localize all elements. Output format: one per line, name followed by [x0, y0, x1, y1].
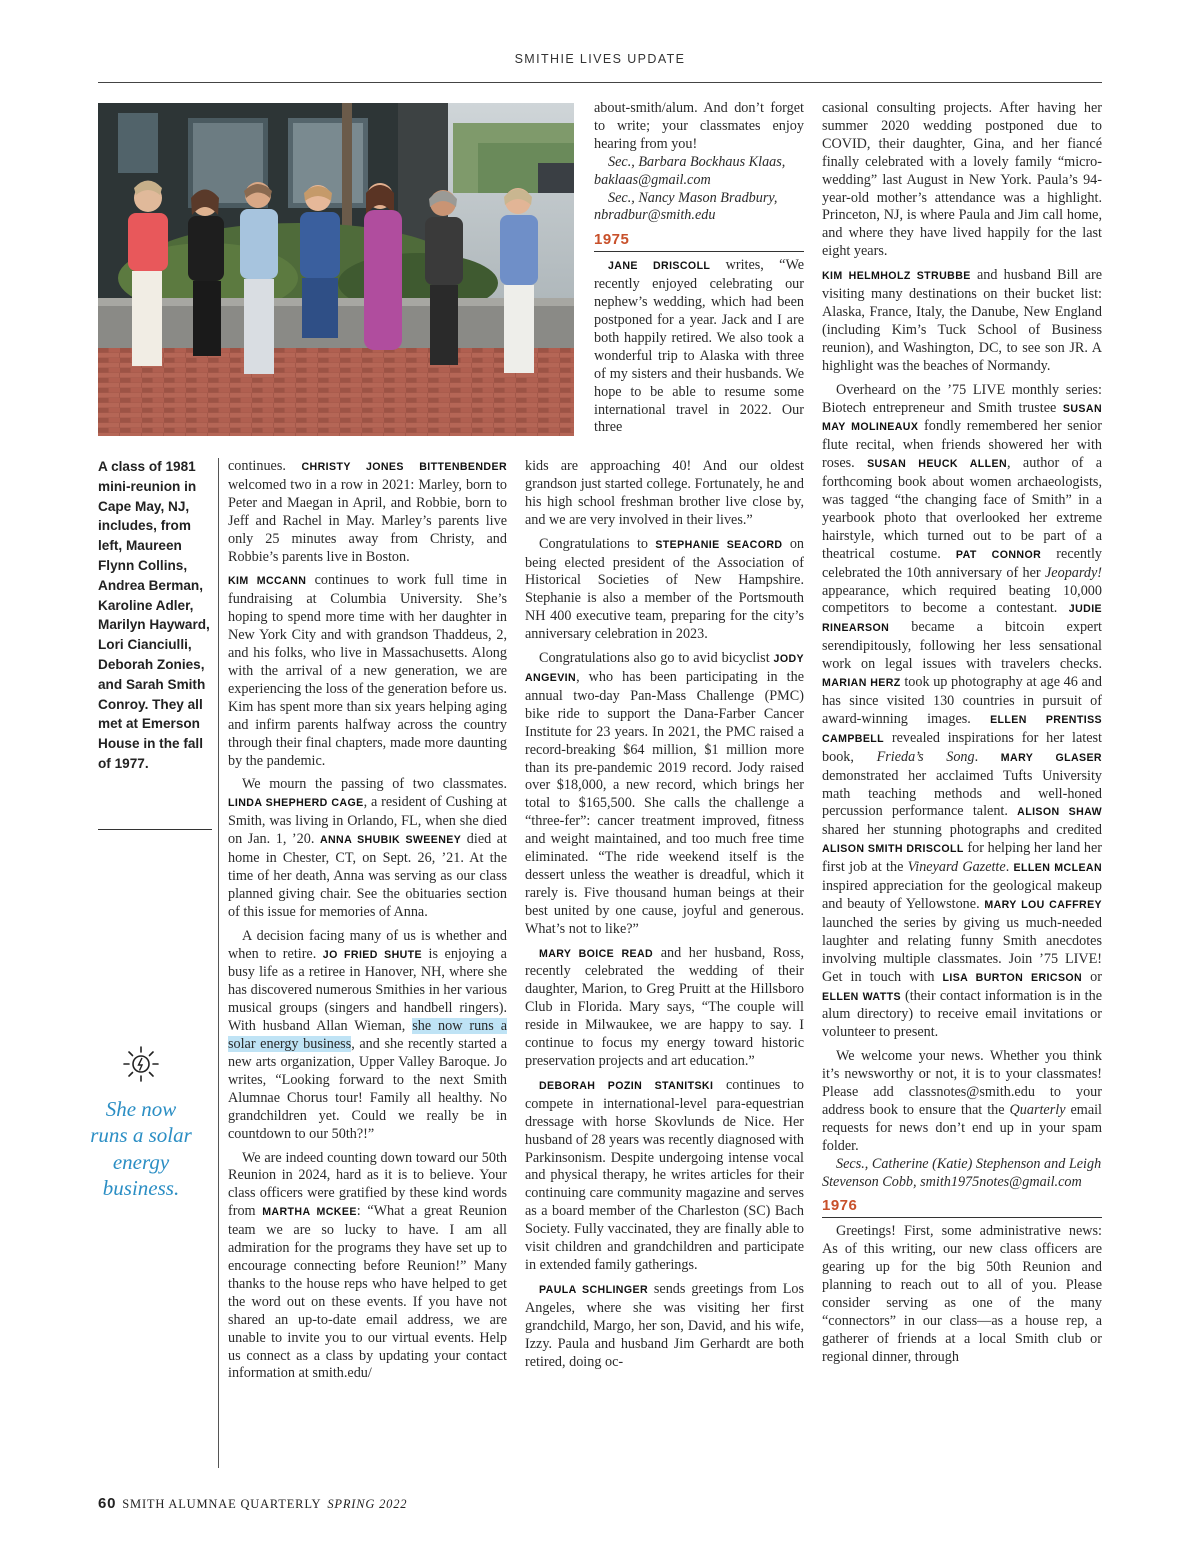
col1-paragraph-3: We mourn the passing of two classmates. LINDA SHEPHERD CAGE, a resident of Cushing at Smith, was living in Orlando, FL, when she died on Jan. 1, ’20. ANNA SHUBIK SWEENEY died at home in Chester, CT, on Sept. 26, ’21. At the time of her death, Anna was serving as our class planned giving chair. See the obituaries section of this issue for memories of Anna.	[228, 776, 507, 920]
secretary-signature-2: Sec., Nancy Mason Bradbury, nbradbur@smith.edu	[594, 189, 778, 224]
pull-quote: She now runs a solar energy business.	[90, 1097, 192, 1201]
title-text: Vineyard Gazette	[907, 859, 1006, 876]
classmate-name: JO FRIED SHUTE	[322, 948, 423, 961]
column-divider	[218, 458, 219, 1468]
classmate-name: KIM MCCANN	[228, 575, 307, 588]
col3-paragraph-1: casional consulting projects. After having her summer 2020 wedding postponed due to COVID, their daughter, Gina, and her fiancé finally celebrated with a lovely family “micro-wedding” last August in New York. Paula’s 94-year-old mother’s attendance was a highlight. Princeton, NJ, is where Paula and Jim call home, and where they have lived happily for the last eight years.	[822, 100, 1102, 260]
classmate-name: ALISON SHAW	[1017, 806, 1102, 819]
col2-paragraph-7: PAULA SCHLINGER sends greetings from Los Angeles, where she was visiting her first grandchild, Margo, her son, David, and his wife, Izzy. Paula and husband Jim Gerhardt are both retired, doing oc-	[525, 1280, 804, 1370]
caption-rule	[98, 829, 212, 830]
class-year-heading: 1976	[822, 1197, 1102, 1218]
classmate-name: MARIAN HERZ	[822, 677, 901, 690]
col2-paragraph-2-cont: kids are approaching 40! And our oldest grandson just started college. Fortunately, he and his high school freshman brother live close by, and we are very involved in their lives.”	[525, 458, 804, 528]
col1-paragraph-1: continues. CHRISTY JONES BITTENBENDER welcomed two in a row in 2021: Marley, born to Peter and Maegan in April, and Robbie, born to Jeff and Rachel in May. Marley’s parents live only 25 minutes away from Christy, and Robbie’s parents live in Boston.	[228, 458, 507, 565]
classmate-name: CHRISTY JONES BITTENBENDER	[301, 461, 507, 473]
classmate-name: JANE DRISCOLL	[608, 260, 711, 273]
col3-paragraph-2: KIM HELMHOLZ STRUBBE and husband Bill are visiting many destinations on their bucket list: Alaska, France, Italy, the Danube, New England (including Kim’s Tuck School of Business reunion), and Washington, DC, to see son JR. A highlight was the beaches of Normandy.	[822, 267, 1102, 374]
header-rule	[98, 82, 1102, 83]
col3-paragraph-4: We welcome your news. Whether you think it’s newsworthy or not, it is to your classmates! Please add classnotes@smith.edu to your address book to ensure that the Quarterly email requests for news don’t end up in your spam folder.	[822, 1048, 1103, 1154]
classmate-name: MARY BOICE READ	[539, 947, 654, 960]
classmate-name: KIM HELMHOLZ STRUBBE	[822, 270, 971, 283]
classmate-name: LINDA SHEPHERD CAGE	[228, 797, 364, 810]
col1-paragraph-5: We are indeed counting down toward our 50th Reunion in 2024, hard as it is to believe. Your class officers were gratified by these kind words from MARTHA MCKEE: “What a great Reunion team we are so lucky to have. I am all admiration for the programs they have set up to encourage connecting before Reunion!” Many thanks to the house reps who have helped to get the word out on these events. If you have not shared an up-to-date email address, we are unable to invite you to our virtual events. Help us connect as a class by updating your contact information at smith.edu/	[228, 1149, 507, 1382]
sun-icon	[121, 1044, 161, 1084]
classmate-name: MARTHA MCKEE	[262, 1206, 357, 1219]
classmate-name: SUSAN HEUCK ALLEN	[867, 458, 1008, 471]
classmate-name: ANNA SHUBIK SWEENEY	[319, 834, 462, 847]
column-1	[228, 458, 507, 1383]
classmate-name: JUDIE RINEARSON	[822, 603, 1102, 635]
reunion-photo-illustration	[98, 103, 574, 436]
column-2-top	[594, 100, 804, 437]
reunion-photo	[98, 103, 574, 436]
col3-paragraph-3: Overheard on the ’75 LIVE monthly series: Biotech entrepreneur and Smith trustee SUSAN MAY MOLINEAUX fondly remembered her senior flute recital, when friends showered her with roses. SUSAN HEUCK ALLEN, author of a forthcoming book about women archaeologists, was tagged “the changing face of Smith” in a yearbook photo that overlooked her extreme hairstyle, which turned out to be part of a theatrical costume. PAT CONNOR recently celebrated the 10th anniversary of her Jeopardy! appearance, which required beating 10,000 competitors to become a contestant. JUDIE RINEARSON became a bitcoin expert serendipitously, following her less sensational work on legal issues with travelers checks. MARIAN HERZ took up photography at age 46 and has since visited 130 countries in pursuit of award-winning images. ELLEN PRENTISS CAMPBELL revealed inspirations for her latest book, Frieda’s Song. MARY GLASER demonstrated her acclaimed Tufts University math teaching methods and well-honed percussion performance talent. ALISON SHAW shared her stunning photographs and credited ALISON SMITH DRISCOLL for helping her land her first job at the Vineyard Gazette. ELLEN MCLEAN inspired appreciation for the geological makeup and beauty of Yellowstone. MARY LOU CAFFREY launched the series by giving us much-needed laughter and relating funny Smith anecdotes involving multiple classmates. Join ’75 LIVE! Get in touch with LISA BURTON ERICSON or ELLEN WATTS (their contact information is in the alum directory) to receive email invitations or volunteer to present.	[822, 381, 1103, 1041]
issue-label: SPRING 2022	[327, 1497, 408, 1511]
col2-paragraph-5: MARY BOICE READ and her husband, Ross, recently celebrated the wedding of their daughter, Marion, to Greg Pruitt at the Hillsboro Club in Florida. Mary says, “The couple will reside in Milwaukee, we are happy to say. I continue to focus my energy toward historic preservation projects and art education.”	[525, 944, 804, 1069]
highlighted-text: she now runs a solar energy business	[228, 1018, 507, 1053]
col2-paragraph-1: about-smith/alum. And don’t forget to write; your classmates enjoy hearing from you!	[594, 100, 804, 152]
col2-paragraph-6: DEBORAH POZIN STANITSKI continues to compete in international-level para-equestrian dressage with horse Skovlunds de Nice. Her husband of 28 years was recently diagnosed with Parkinsonism. Despite undergoing intense vocal and physical therapy, he writes articles for their continuing care community magazine and serves as a board member of the Charleston (SC) Bach Society. Fully vaccinated, they are finally able to visit children and grandchildren and participate in extended family gatherings.	[525, 1076, 804, 1273]
classmate-name: DEBORAH POZIN STANITSKI	[539, 1079, 714, 1092]
classmate-name: ELLEN PRENTISS CAMPBELL	[822, 713, 1103, 745]
title-text: Jeopardy!	[1045, 564, 1102, 581]
col1-paragraph-2: KIM MCCANN continues to work full time in fundraising at Columbia University. She’s hoping to spend more time with her daughter in New York City and with grandson Thaddeus, 2, and his folks, who live in Massachusetts. Along with the arrival of a new generation, we are experiencing the loss of the generation before us. Kim has spent more than six years helping aging and infirm parents halfway across the country through their final chapters, made more daunting by the pandemic.	[228, 572, 507, 769]
col3-paragraph-5: Greetings! First, some administrative news: As of this writing, our new class officers are gearing up for the big 50th Reunion and planning to reach out to all of you. Please consider serving as one of the many “connectors” in our class—as a house rep, a gatherer of friends at a local Smith club or regional dinner, through	[822, 1223, 1102, 1365]
col2-paragraph-4: Congratulations also go to avid bicyclist JODY ANGEVIN, who has been participating in the annual two-day Pan-Mass Challenge (PMC) bike ride to support the Dana-Farber Cancer Institute for 23 years. In 2021, the PMC raised a record-breaking $64 million, $1 million more than its pre-pandemic 2019 record. Jody raised over $18,000, a new record, which brings her total to $165,500. She calls the challenge a “three-fer”: cancer treatment improved, fitness and weight maintained, and too much free time eliminated. “The ride weekend itself is the dessert unless the weather is dreadful, which it rarely is. Five thousand human beings at their best united by one cause, joyful and generous. What’s not to like?”	[525, 650, 804, 937]
classmate-name: PAT CONNOR	[955, 548, 1042, 561]
classmate-name: MARY LOU CAFFREY	[984, 898, 1103, 911]
classmate-name: LISA BURTON ERICSON	[942, 971, 1083, 984]
page-footer	[98, 1495, 407, 1512]
classmate-name: PAULA SCHLINGER	[539, 1283, 648, 1296]
classmate-name: ALISON SMITH DRISCOLL	[822, 843, 964, 856]
secretary-signature-1: Sec., Barbara Bockhaus Klaas, baklaas@gmail.com	[594, 153, 786, 188]
secretary-signature: Secs., Catherine (Katie) Stephenson and Leigh Stevenson Cobb, smith1975notes@gmail.com	[822, 1155, 1102, 1190]
classmate-name: MARY GLASER	[1000, 751, 1102, 764]
column-2-bottom	[525, 458, 804, 1371]
col2-paragraph-2: JANE DRISCOLL writes, “We recently enjoyed celebrating our nephew’s wedding, which had been postponed for a year. Jack and I are both happily retired. We also took a wonderful trip to Alaska with three of my sisters and their husbands. We hope to be able to resume some international travel in 2022. Our three	[594, 257, 804, 436]
col1-paragraph-4: A decision facing many of us is whether and when to retire. JO FRIED SHUTE is enjoying a busy life as a retiree in Hanover, NH, where she has discovered numerous Smithies in her various musical groups (singers and handbell ringers). With husband Allan Wieman, she now runs a solar energy business, and she recently started a new arts organization, Upper Valley Baroque. Jo writes, “Looking forward to the next Smith Alumnae Chorus tour! Family all healthy. No grandchildren yet. Could we really be in countdown to our 50th?!”	[228, 927, 507, 1142]
title-text: Quarterly	[1009, 1101, 1066, 1118]
section-header: SMITHIE LIVES UPDATE	[514, 52, 686, 66]
title-text: Frieda’s Song	[876, 748, 975, 765]
col2-paragraph-3: Congratulations to STEPHANIE SEACORD on being elected president of the Association of Historical Societies of New Hampshire. Stephanie is also a member of the Portsmouth NH 400 executive team, preparing for the city’s anniversary celebration in 2023.	[525, 535, 805, 643]
column-3	[822, 100, 1102, 1367]
classmate-name: STEPHANIE SEACORD	[655, 538, 783, 551]
classmate-name: SUSAN MAY MOLINEAUX	[822, 402, 1102, 434]
classmate-name: ELLEN MCLEAN	[1013, 862, 1103, 875]
page-number: 60	[98, 1495, 117, 1512]
classmate-name: JODY ANGEVIN	[525, 653, 804, 684]
classmate-name: ELLEN WATTS	[822, 990, 901, 1003]
class-year-heading: 1975	[594, 231, 804, 252]
photo-caption: A class of 1981 mini-reunion in Cape May, NJ, includes, from left, Maureen Flynn Collins, Andrea Berman, Karoline Adler, Marilyn Hayward, Lori Cianciulli, Deborah Zonies, and Sarah Smith Conroy. They all met at Emerson House in the fall of 1977.	[98, 459, 210, 771]
publication-name: SMITH ALUMNAE QUARTERLY	[122, 1497, 322, 1511]
